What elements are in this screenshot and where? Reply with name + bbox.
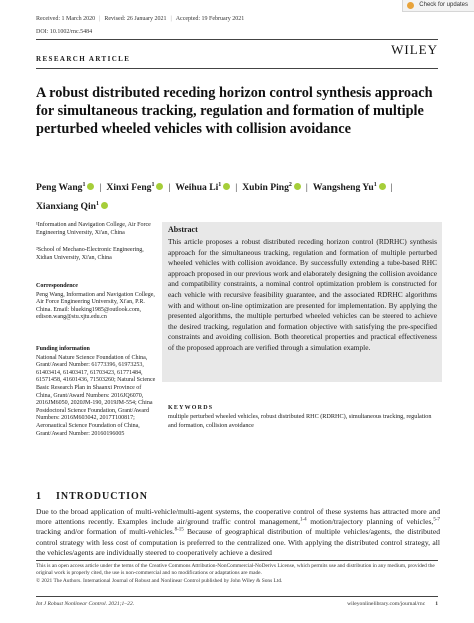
correspondence (36, 283, 156, 322)
orcid-icon[interactable] (379, 183, 386, 190)
doi[interactable]: DOI: 10.1002/rnc.5484 (36, 29, 93, 35)
author-list: Peng Wang$^1$ | Xinxi Feng$^1$ | Weihua Li$^1$ | Xubin Ping$^2$ | Wangsheng Yu$^1$ | Xianxiang Qin$^1$ (36, 182, 393, 213)
citation-link[interactable]: 5-7 (433, 517, 440, 523)
page-number: 1 (435, 601, 438, 607)
orcid-icon[interactable] (101, 202, 108, 209)
affiliation-1: ¹Information and Navigation College, Air Force Engineering University, Xi'an, China (36, 222, 151, 236)
orcid-icon[interactable] (223, 183, 230, 190)
correspondence-heading: Correspondence (36, 283, 78, 289)
orcid-icon[interactable] (156, 183, 163, 190)
kicker-divider (36, 68, 438, 69)
citation-link[interactable]: 8-15 (174, 527, 184, 533)
article-title: A robust distributed receding horizon control synthesis approach for simultaneous tracking, regulation and formation of multiple perturbed wheeled vehicles with collision avoidance (36, 85, 433, 137)
check-for-updates-label: Check for updates (419, 2, 468, 8)
license-notice (36, 563, 440, 585)
check-for-updates-badge[interactable] (402, 0, 474, 12)
keywords-text: multiple perturbed wheeled vehicles, robust distributed RHC (RDRHC), simultaneous tracking, regulation and formation, collision avoidance (168, 413, 432, 429)
license-text: This is an open access article under the terms of the Creative Commons Attribution-NonCommercial-NoDerivs License, which permits use and distribution in any medium, provided the original work is properly cited, the use is non-commercial and no modifications or adaptations are made. (36, 563, 435, 577)
author[interactable]: Weihua Li$^1$ (175, 182, 230, 193)
keywords-heading: KEYWORDS (168, 405, 214, 411)
author[interactable]: Wangsheng Yu$^1$ (313, 182, 386, 193)
author[interactable]: Xinxi Feng$^1$ (106, 182, 163, 193)
license-divider (36, 560, 438, 561)
author[interactable]: Xubin Ping$^2$ (242, 182, 301, 193)
copyright-text: © 2021 The Authors. International Journal of Robust and Nonlinear Control published by John Wiley & Sons Ltd. (36, 577, 283, 584)
received-date: Received: 1 March 2020 (36, 16, 96, 22)
citation-link[interactable]: 1-4 (300, 517, 307, 523)
header-divider (36, 39, 438, 40)
affiliation-2: ²School of Mechano-Electronic Engineering, Xidian University, Xi'an, China (36, 247, 144, 261)
abstract-heading: Abstract (168, 225, 198, 234)
journal-citation: Int J Robust Nonlinear Control. 2021;1–22. (36, 601, 135, 607)
update-icon (407, 2, 414, 9)
footer-right (347, 601, 438, 607)
abstract-text: This article proposes a robust distributed receding horizon control (RDRHC) synthesis approach for the simultaneous tracking, regulation and formation of multiple perturbed wheeled vehicles with collision avoidance. By successfully extending a tube-based RHC approach proposed in our previous work and elaborately designing the collision avoidance and compatibility constraints, a nominal control optimization problem is constructed for each vehicle with recursive feasibility guarantee, and the associated RDRHC algorithms with and without on-line optimization are presented for implementation. By applying the presented algorithms, the multiple perturbed wheeled vehicles can be steered to achieve the desired tracking, regulation and formation objective with satisfying the pre-specified constraints and avoiding collision. Both theoretical properties and practical effectiveness of the proposed approach are verified through a simulation example. (168, 237, 437, 352)
footer-divider (36, 596, 438, 597)
funding-heading: Funding information (36, 346, 90, 352)
revised-date: Revised: 26 January 2021 (104, 16, 167, 22)
section-title: INTRODUCTION (56, 491, 149, 502)
accepted-date: Accepted: 19 February 2021 (175, 16, 245, 22)
dates-row: Received: 1 March 2020 | Revised: 26 January 2021 | Accepted: 19 February 2021 (36, 16, 245, 22)
journal-url[interactable]: wileyonlinelibrary.com/journal/rnc (347, 601, 426, 607)
orcid-icon[interactable] (294, 183, 301, 190)
author[interactable]: Peng Wang$^1$ (36, 182, 94, 193)
publisher-logo: WILEY (391, 42, 438, 57)
section-heading-introduction (36, 491, 148, 502)
funding-information (36, 346, 156, 438)
orcid-icon[interactable] (87, 183, 94, 190)
funding-text: National Nature Science Foundation of China, Grant/Award Number: 61773396, 61973253, 61403414, 61403417, 61703423, 61771484, 61571458, 41601436, 71503260; Natural Science Basic Research Plan in Shaanxi Province of China, Grant/Award Numbers: 2016JQ6070, 2016JM6050, 2020JM-190, 2019JM-554; China Postdoctoral Science Foundation, Grant/Award Numbers: 2016M603042, 2017T100817; Aeronautical Science Foundation of China, Grant/Award Number: 20160196005 (36, 354, 156, 437)
section-number: 1 (36, 491, 42, 502)
correspondence-text: Peng Wang, Information and Navigation College, Air Force Engineering University, Xi'an, P.R. China. Email: blueking1985@outlook.com, edison.wang@stu.xjtu.edu.cn (36, 291, 155, 321)
introduction-paragraph: Due to the broad application of multi-vehicle/multi-agent systems, the cooperative control of these systems has attracted more and more attentions recently. Examples include air/ground traffic control management,$^{1-4}$ motion/trajectory planning of vehicles,$^{5-7}$ tracking and/or formation of multi-vehicles.$^{8-15}$ Because of geographical distribution of multiple vehicles/agents, the distributed control strategy with less cost of computation is preferred to the centralized one. With applying the distributed control strategy, all the vehicles/agents are individually steered to cooperatively achieve a desired (36, 507, 441, 557)
article-type: RESEARCH ARTICLE (36, 55, 131, 63)
author[interactable]: Xianxiang Qin$^1$ (36, 201, 108, 212)
